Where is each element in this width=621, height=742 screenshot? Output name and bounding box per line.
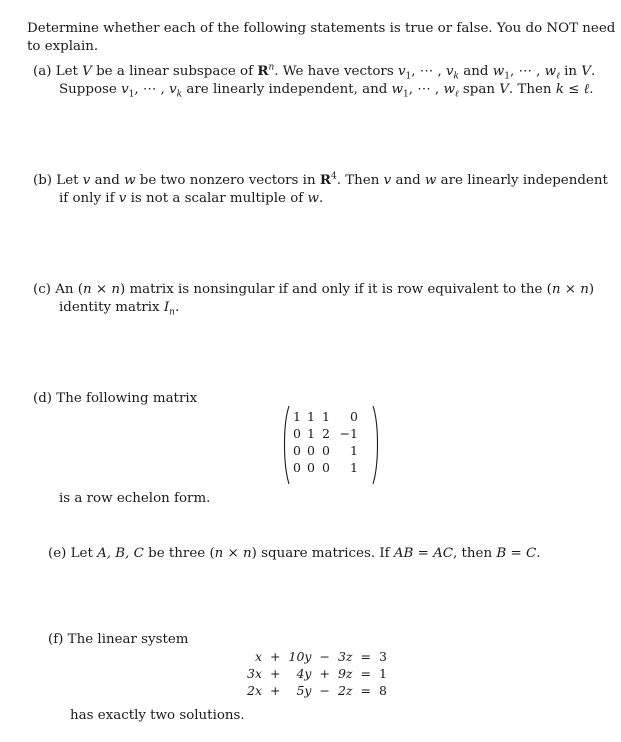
item-c-label: (c) [33, 282, 51, 297]
matrix-cell: 0 [350, 409, 358, 424]
item-f-after: has exactly two solutions. [70, 708, 245, 723]
matrix-entries [290, 408, 372, 476]
item-d-line-1: (d) The following matrix [33, 391, 198, 406]
item-c-line-1: (c) An (n × n) matrix is nonsingular if and only if it is row equivalent to the (n × n) [33, 282, 595, 297]
matrix-cell: 1 [350, 443, 358, 458]
item-a-line-2: Suppose $v_1$, ⋯ , $v_k$ are linearly independent, and $w_1$, ⋯ , $w_\ell$ span V. Then k ≤ ℓ. [59, 82, 594, 100]
equation-row: x + 10y − 3z = 3 [254, 649, 387, 664]
item-b-label: (b) [33, 173, 53, 188]
item-a-line-1: (a) Let V be a linear subspace of $R^n$. We have vectors $v_1$, ⋯ , $v_k$ and $w_1$, ⋯ , $w_\ell$ in V. [33, 62, 596, 82]
equation-row: 3x + 4y + 9z = 1 [247, 666, 387, 681]
item-b-line-1: (b) Let v and w be two nonzero vectors in $R^4$. Then v and w are linearly independent [33, 171, 608, 188]
linear-system [244, 648, 390, 699]
matrix-cell: 0 [322, 443, 330, 458]
matrix-cell: 0 [293, 460, 301, 475]
matrix-cell: 0 [307, 443, 315, 458]
item-d-label: (d) [33, 391, 53, 406]
matrix-cell: 0 [293, 426, 301, 441]
item-f-line-1: (f) The linear system [48, 632, 189, 647]
item-d-after: is a row echelon form. [59, 491, 211, 506]
item-a-label: (a) [33, 64, 52, 79]
item-c-line-2: identity matrix $I_n$. [59, 300, 180, 318]
matrix-cell: 0 [293, 443, 301, 458]
item-e-label: (e) [48, 546, 67, 561]
matrix-cell: 0 [307, 460, 315, 475]
matrix-cell: 1 [307, 409, 315, 424]
equation-row: 2x + 5y − 2z = 8 [247, 683, 387, 698]
item-f-label: (f) [48, 632, 64, 647]
row-echelon-matrix [282, 404, 380, 486]
matrix-cell: 1 [293, 409, 301, 424]
intro-line-1: Determine whether each of the following statements is true or false. You do NOT need [27, 21, 616, 36]
matrix-cell: 1 [307, 426, 315, 441]
item-e-line-1: (e) Let A, B, C be three (n × n) square matrices. If AB = AC, then B = C. [48, 546, 541, 561]
matrix-cell: 0 [322, 460, 330, 475]
matrix-cell: 2 [322, 426, 330, 441]
intro-line-2: to explain. [27, 39, 99, 54]
item-b-line-2: if only if v is not a scalar multiple of w. [59, 191, 324, 206]
matrix-cell: 1 [350, 460, 358, 475]
matrix-cell: 1 [322, 409, 330, 424]
matrix-cell: −1 [339, 426, 358, 441]
